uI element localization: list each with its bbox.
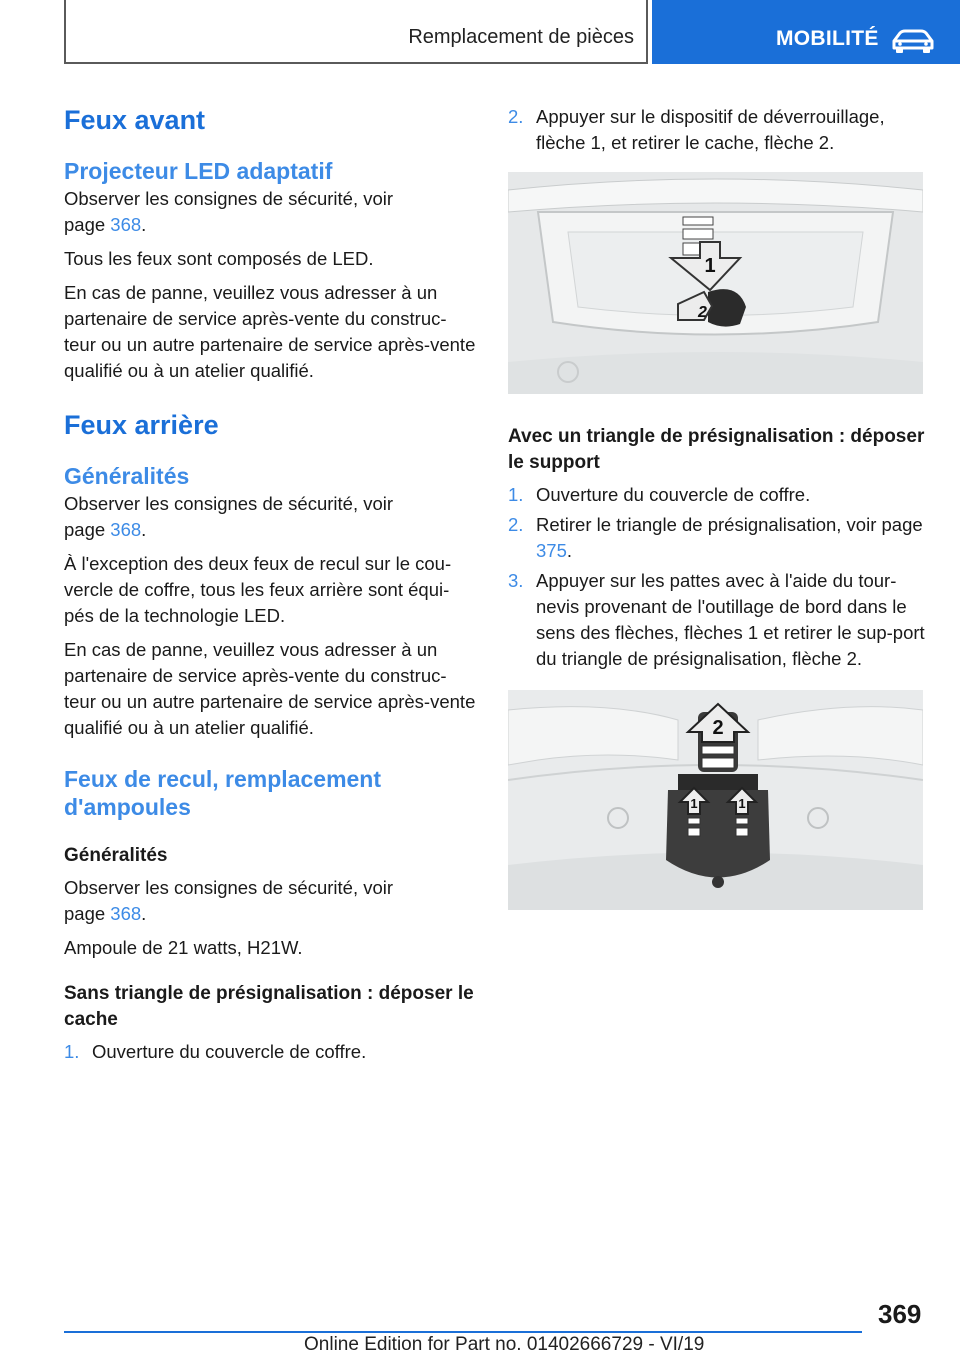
heading-avec-triangle: Avec un triangle de présignalisation : déposer le support xyxy=(508,426,925,473)
triangle-support-illustration xyxy=(508,690,923,910)
heading-sans-triangle: Sans triangle de présignalisation : déposer le cache xyxy=(64,983,474,1030)
footer-edition: Online Edition for Part no. 01402666729 - VI/19 xyxy=(304,1334,705,1355)
header-section-title: Remplacement de pièces xyxy=(408,26,634,48)
svg-text:1: 1 xyxy=(690,796,698,811)
page-link-368[interactable]: 368 xyxy=(110,519,142,540)
mobilite-tab[interactable] xyxy=(652,0,960,64)
heading-feux-de-recul: Feux de recul, remplacement d'ampoules xyxy=(64,766,382,820)
heading-feux-avant: Feux avant xyxy=(64,105,206,135)
list-item: 3. Appuyer sur les pattes avec à l'aide du tour-nevis provenant de l'outillage de bord dans le sens des flèches, flèches 1 et retirer le sup-port du triangle de présignalisation, flèche 2. xyxy=(508,570,925,669)
header-section-box xyxy=(64,0,648,64)
heading-feux-arriere: Feux arrière xyxy=(64,410,219,440)
heading-generalites: Généralités xyxy=(64,463,190,489)
led-safety-paragraph: Observer les consignes de sécurité, voir page 368. xyxy=(64,188,394,235)
subheading-generalites: Généralités xyxy=(64,845,168,866)
without-triangle-steps xyxy=(64,1039,478,1065)
figure-triangle-support xyxy=(508,690,923,910)
page-link-368[interactable]: 368 xyxy=(110,214,142,235)
list-item: 2. Retirer le triangle de présignalisation, voir page 375. xyxy=(508,514,923,561)
trunk-cover-illustration xyxy=(508,172,923,394)
led-paragraph-2: Tous les feux sont composés de LED. xyxy=(64,248,374,269)
list-item: 2. Appuyer sur le dispositif de déverrouillage, flèche 1, et retirer le cache, flèche 2. xyxy=(508,106,885,153)
left-column xyxy=(64,96,478,1065)
page-link-368[interactable]: 368 xyxy=(110,903,142,924)
svg-text:1: 1 xyxy=(738,796,746,811)
heading-projecteur-led: Projecteur LED adaptatif xyxy=(64,158,333,184)
gen-paragraph-3: En cas de panne, veuillez vous adresser à un partenaire de service après-vente du construc-teur ou un autre partenaire de service après-vente qualifié ou à un atelier qualifié. xyxy=(64,639,476,738)
list-item: 1. Ouverture du couvercle de coffre. xyxy=(508,484,811,505)
without-triangle-steps-cont xyxy=(508,104,928,156)
svg-text:2: 2 xyxy=(712,717,724,739)
footer-divider xyxy=(64,1331,862,1333)
gen-safety-paragraph: Observer les consignes de sécurité, voir page 368. xyxy=(64,493,394,540)
car-icon xyxy=(888,28,938,54)
page-number: 369 xyxy=(878,1299,922,1329)
svg-text:2: 2 xyxy=(698,304,707,321)
mobilite-tab-label: MOBILITÉ xyxy=(776,27,879,50)
page-link-375[interactable]: 375 xyxy=(536,540,567,561)
figure-trunk-cover xyxy=(508,172,923,394)
list-item: 1. Ouverture du couvercle de coffre. xyxy=(64,1041,367,1062)
with-triangle-steps xyxy=(508,482,928,672)
svg-text:1: 1 xyxy=(704,255,716,277)
led-paragraph-3: En cas de panne, veuillez vous adresser à un partenaire de service après-vente du construc-teur ou un autre partenaire de service après-vente qualifié ou à un atelier qualifié. xyxy=(64,282,476,381)
gen-paragraph-2: À l'exception des deux feux de recul sur le cou-vercle de coffre, tous les feux arrière sont équi-pés de la technologie LED. xyxy=(64,553,452,626)
right-column xyxy=(508,104,928,910)
bulb-spec: Ampoule de 21 watts, H21W. xyxy=(64,937,303,958)
rev-safety-paragraph: Observer les consignes de sécurité, voir page 368. xyxy=(64,877,394,924)
